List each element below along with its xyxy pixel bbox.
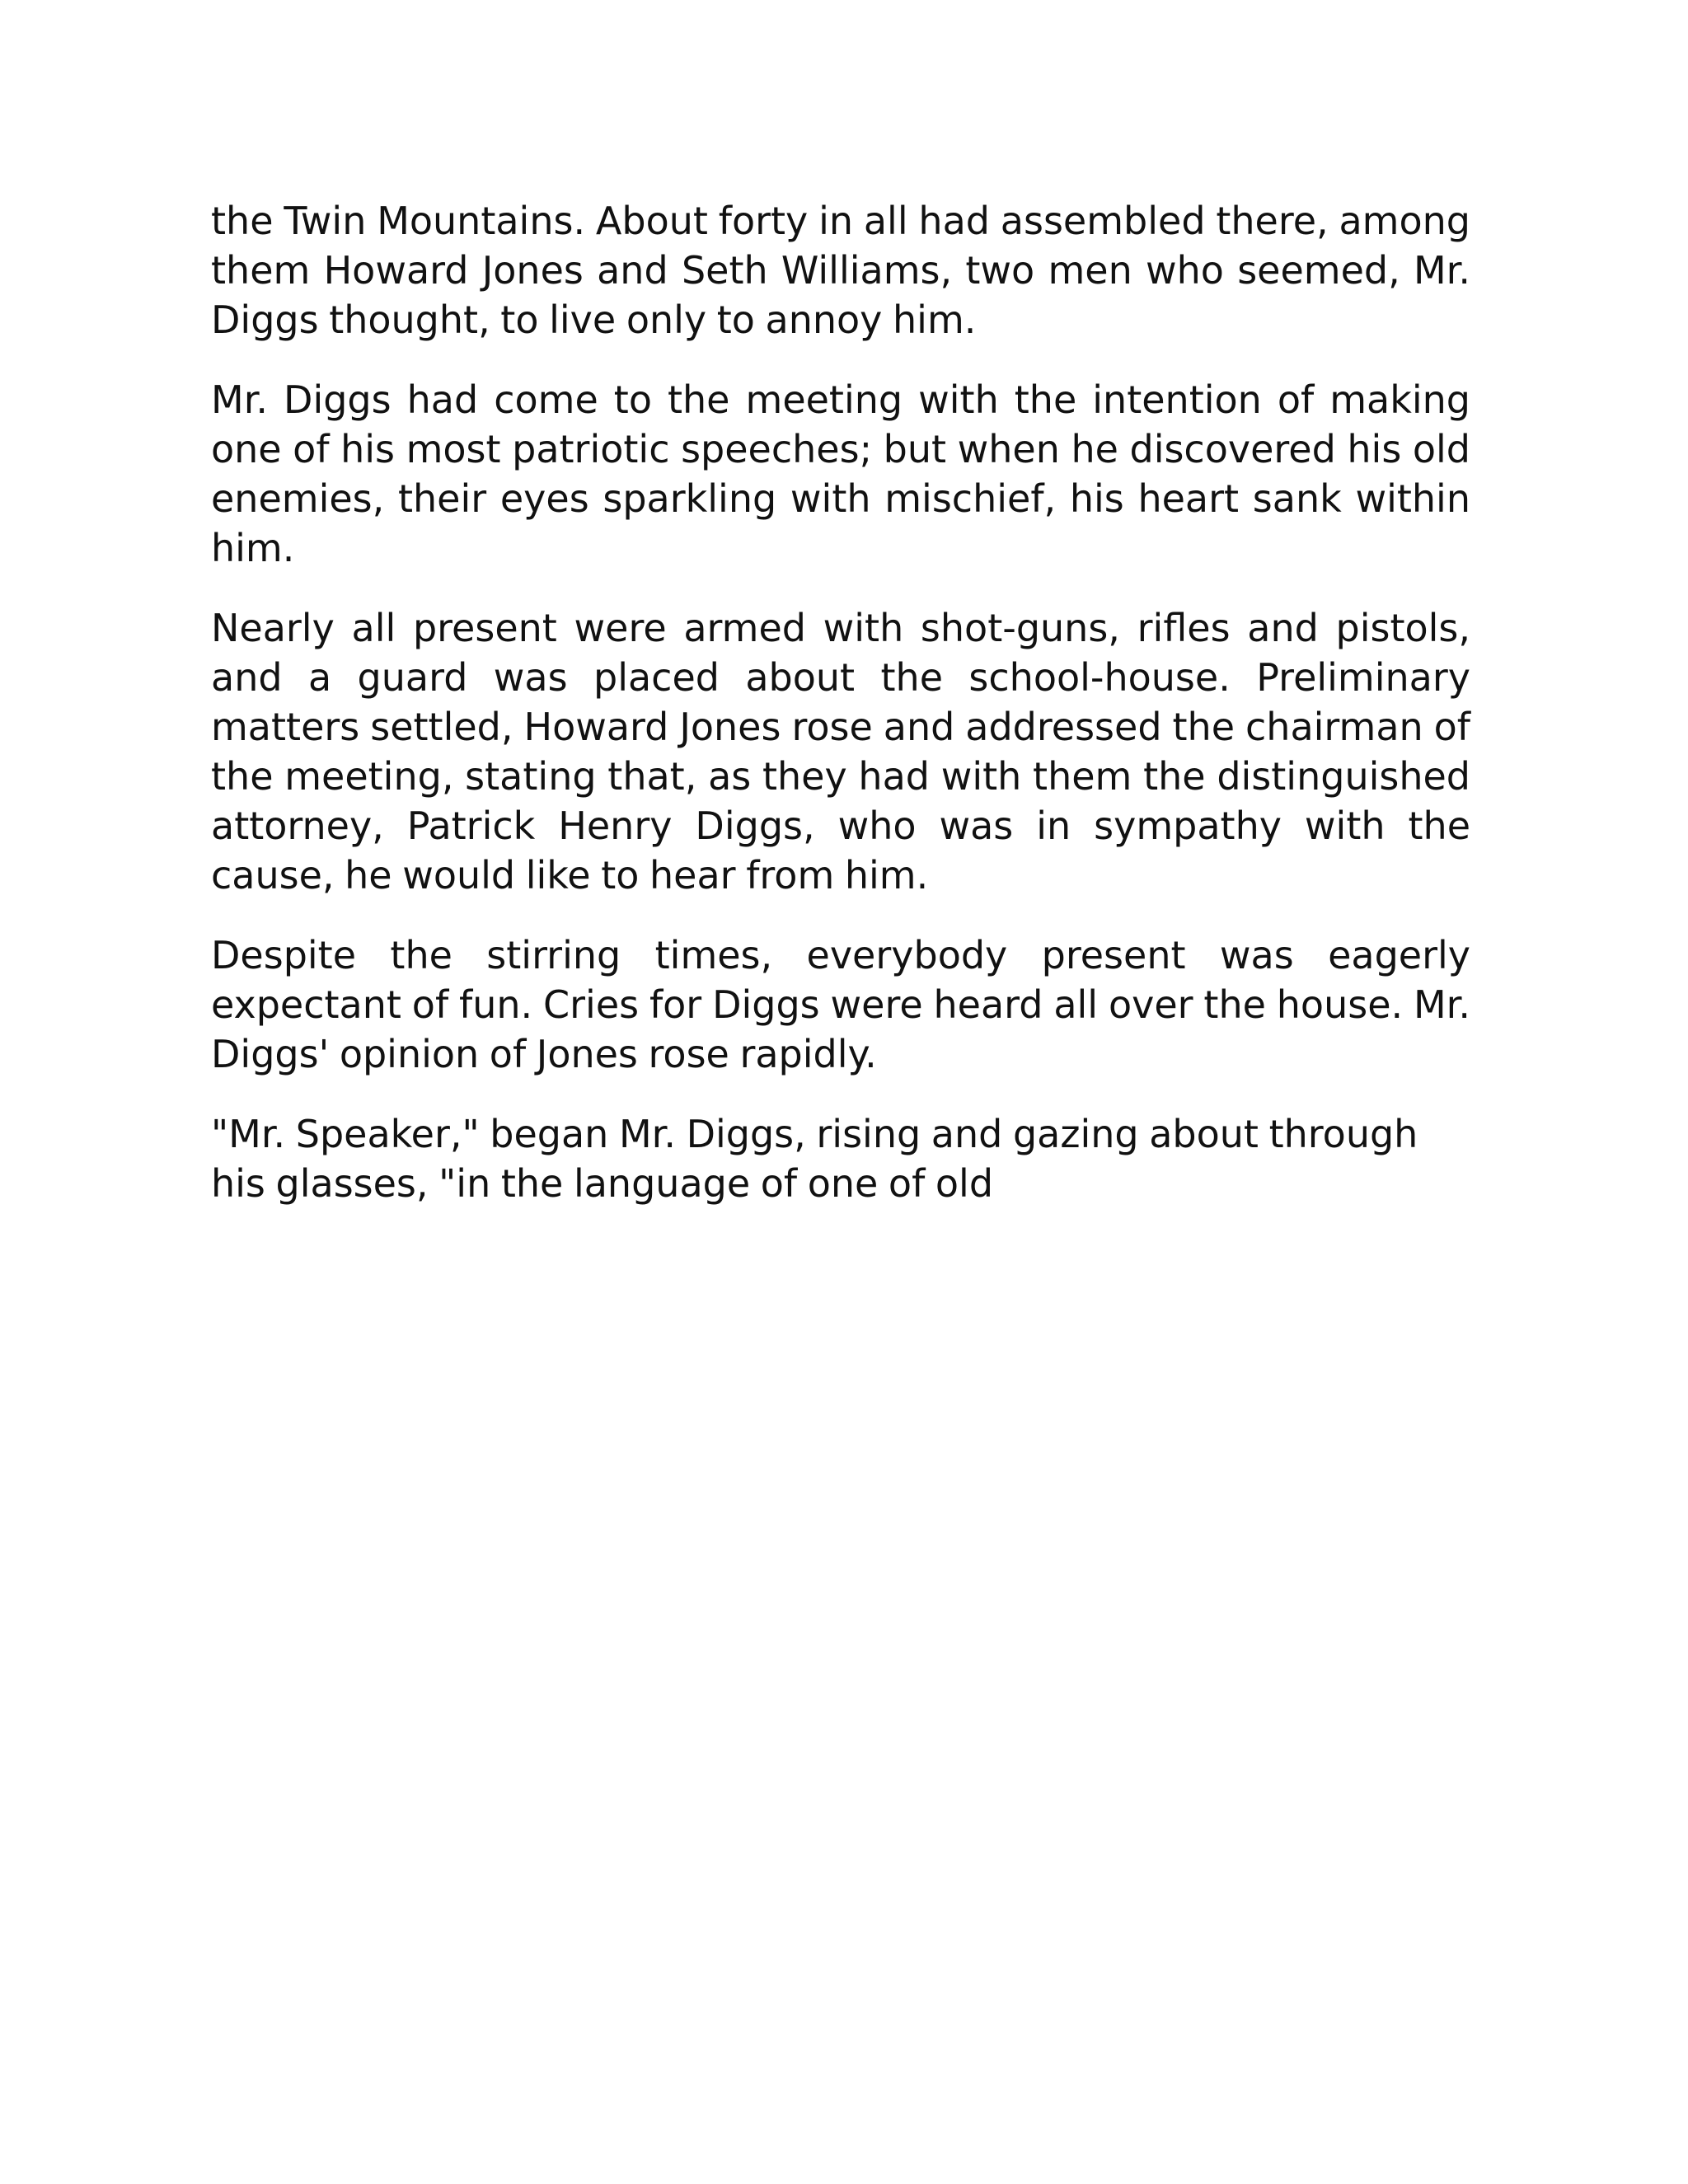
body-text	[211, 196, 1470, 1239]
paragraph-4: Despite the stirring times, everybody present was eagerly expectant of fun. Cries for Diggs were heard all over the house. Mr. Diggs' opinion of Jones rose rapidly.	[211, 933, 1470, 1076]
paragraph-3: Nearly all present were armed with shot-guns, rifles and pistols, and a guard was placed about the school-house. Preliminary matters settled, Howard Jones rose and addressed the chairman of the meeting, stating that, as they had with them the distinguished attorney, Patrick Henry Diggs, who was in sympathy with the cause, he would like to hear from him.	[211, 606, 1470, 898]
paragraph-2: Mr. Diggs had come to the meeting with the intention of making one of his most patriotic speeches; but when he discovered his old enemies, their eyes sparkling with mischief, his heart sank within him.	[211, 377, 1470, 570]
paragraph-5: "Mr. Speaker," began Mr. Diggs, rising and gazing about through his glasses, "in the language of one of old	[211, 1112, 1418, 1206]
paragraph-1: the Twin Mountains. About forty in all had assembled there, among them Howard Jones and Seth Williams, two men who seemed, Mr. Diggs thought, to live only to annoy him.	[211, 199, 1470, 342]
